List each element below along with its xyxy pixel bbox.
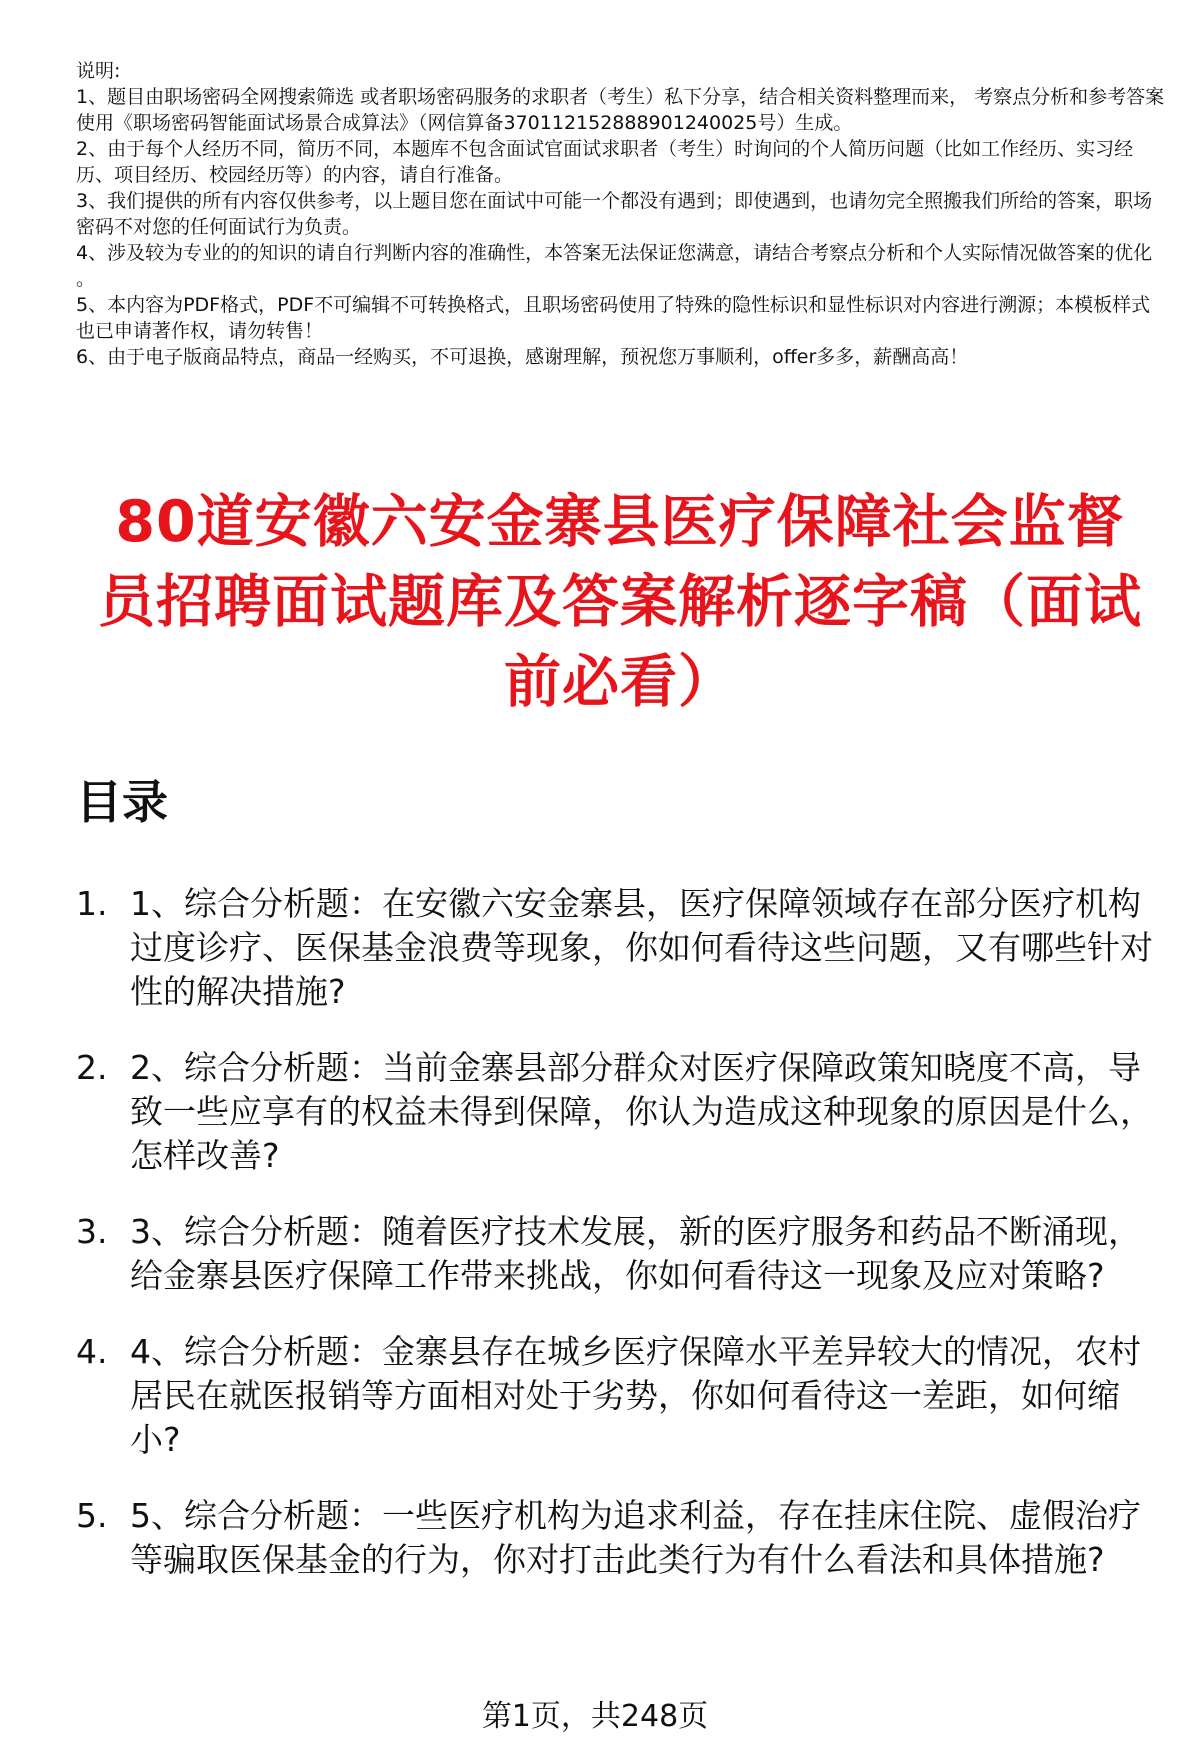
note-item: 2、由于每个人经历不同，简历不同，本题库不包含面试官面试求职者（考生）时询问的个人简历问题（比如工作经历、实习经历、项目经历、校园经历等）的内容，请自行准备。	[76, 138, 1134, 186]
toc-item-text: 4、综合分析题：金寨县存在城乡医疗保障水平差异较大的情况，农村居民在就医报销等方面相对处于劣势，你如何看待这一差距，如何缩小?	[130, 1332, 1141, 1459]
note-item: 5、本内容为PDF格式，PDF不可编辑不可转换格式，且职场密码使用了特殊的隐性标识和显性标识对内容进行溯源；本模板样式也已申请著作权，请勿转售！	[76, 294, 1151, 342]
toc-item-number: 4.	[76, 1332, 108, 1371]
toc-item-number: 2.	[76, 1048, 108, 1087]
toc-list	[76, 882, 1166, 1614]
note-item: 6、由于电子版商品特点，商品一经购买，不可退换，感谢理解，预祝您万事顺利，offer多多，薪酬高高！	[76, 346, 969, 368]
page-footer: 第1页，共248页	[481, 1699, 709, 1734]
note-item: 1、题目由职场密码全网搜索筛选 或者职场密码服务的求职者（考生）私下分享，结合相关资料整理而来， 考察点分析和参考答案使用《职场密码智能面试场景合成算法》（网信算备370112152888901240025号）生成。	[76, 86, 1165, 134]
toc-item-number: 3.	[76, 1212, 108, 1251]
document-title: 80道安徽六安金寨县医疗保障社会监督员招聘面试题库及答案解析逐字稿（面试前必看）	[98, 489, 1142, 715]
note-item: 3、我们提供的所有内容仅供参考，以上题目您在面试中可能一个都没有遇到；即使遇到，也请勿完全照搬我们所给的答案，职场密码不对您的任何面试行为负责。	[76, 190, 1153, 238]
toc-item[interactable]	[76, 1330, 1166, 1462]
toc-heading: 目录	[76, 775, 168, 829]
toc-item[interactable]	[76, 882, 1166, 1014]
toc-item[interactable]	[76, 1210, 1166, 1298]
note-item: 4、涉及较为专业的的知识的请自行判断内容的准确性，本答案无法保证您满意，请结合考察点分析和个人实际情况做答案的优化 。	[76, 242, 1153, 290]
toc-item-text: 2、综合分析题：当前金寨县部分群众对医疗保障政策知晓度不高，导致一些应享有的权益未得到保障，你认为造成这种现象的原因是什么，怎样改善?	[130, 1048, 1153, 1175]
toc-item-text: 1、综合分析题：在安徽六安金寨县，医疗保障领域存在部分医疗机构过度诊疗、医保基金浪费等现象，你如何看待这些问题，又有哪些针对性的解决措施?	[130, 884, 1153, 1011]
toc-item-number: 1.	[76, 884, 108, 923]
toc-item[interactable]	[76, 1494, 1166, 1582]
disclaimer-notes	[76, 58, 1166, 370]
toc-item[interactable]	[76, 1046, 1166, 1178]
toc-item-number: 5.	[76, 1496, 108, 1535]
toc-item-text: 5、综合分析题：一些医疗机构为追求利益，存在挂床住院、虚假治疗等骗取医保基金的行为，你对打击此类行为有什么看法和具体措施?	[130, 1496, 1141, 1579]
toc-item-text: 3、综合分析题：随着医疗技术发展，新的医疗服务和药品不断涌现，给金寨县医疗保障工作带来挑战，你如何看待这一现象及应对策略?	[130, 1212, 1141, 1295]
notes-title: 说明:	[76, 60, 121, 82]
